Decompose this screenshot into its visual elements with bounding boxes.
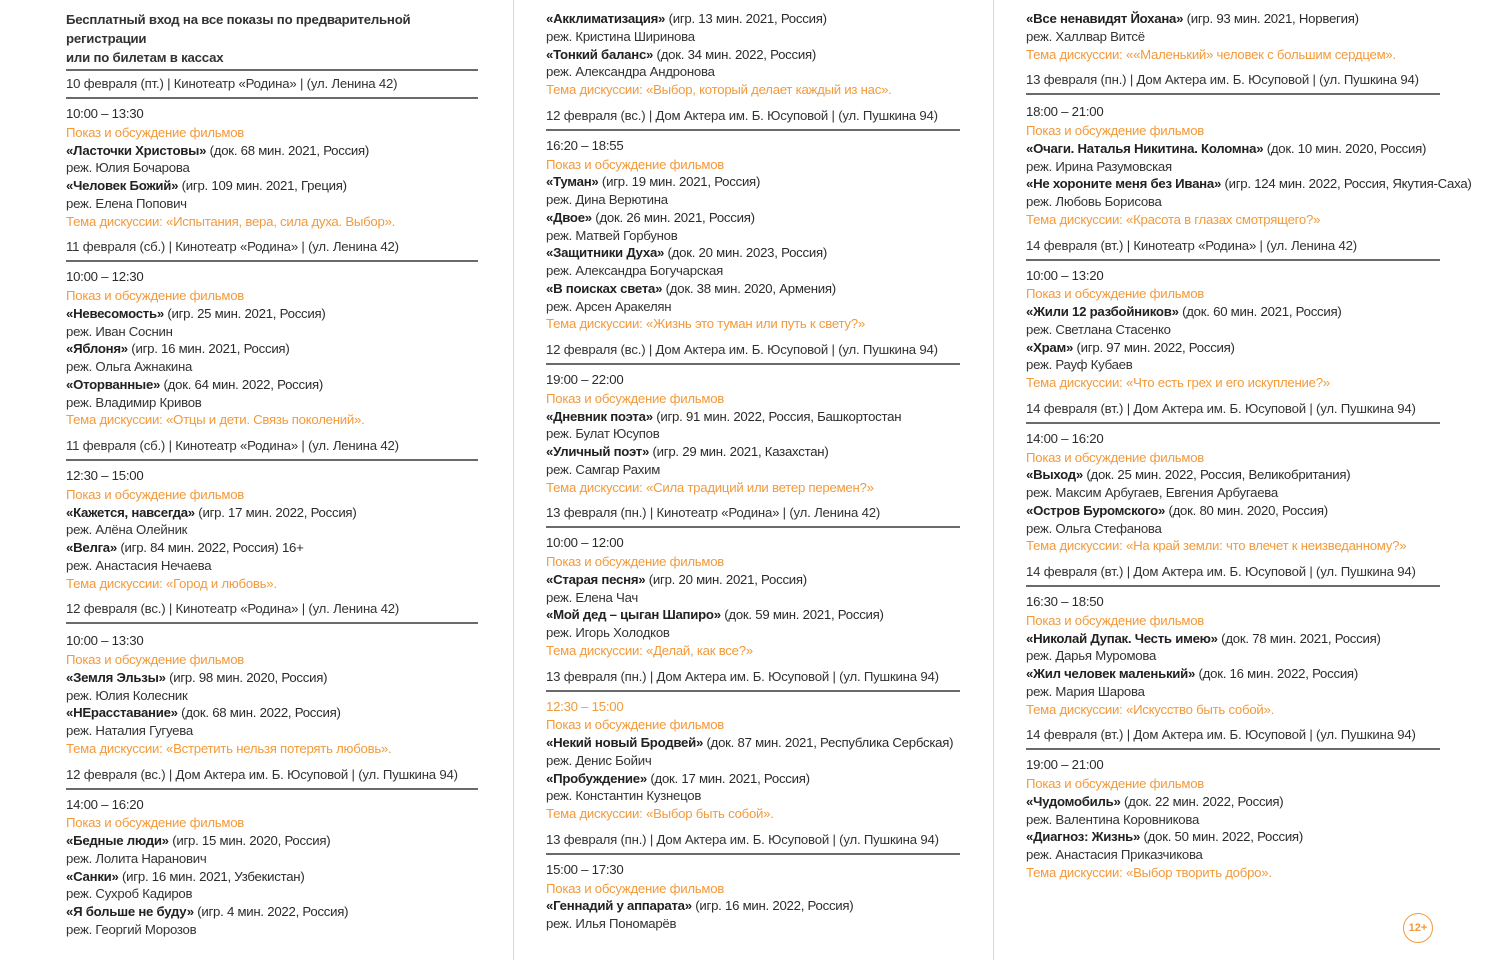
session-label: Показ и обсуждение фильмов [66, 124, 245, 140]
film-info: (игр. 98 мин. 2020, Россия) [165, 669, 328, 685]
film-director: реж. Анастасия Приказчикова [1026, 847, 1203, 862]
film-director: реж. Елена Попович [66, 195, 187, 211]
session-block [66, 105, 478, 230]
venue-header: 13 февраля (пн.) | Дом Актера им. Б. Юсуповой | (ул. Пушкина 94) [546, 827, 960, 855]
session-time: 10:00 – 13:30 [66, 633, 144, 649]
session-label: Показ и обсуждение фильмов [1026, 449, 1205, 465]
film-entry [66, 669, 478, 687]
schedule-column-2 [546, 10, 960, 937]
film-director: реж. Ирина Разумовская [1026, 158, 1172, 174]
film-title: «Остров Буромского» [1026, 502, 1166, 518]
session-time: 12:30 – 15:00 [546, 698, 624, 714]
discussion-topic: Тема дискуссии: «Отцы и дети. Связь поколений». [66, 412, 365, 428]
film-title: «Храм» [1026, 339, 1074, 355]
film-entry [546, 244, 960, 262]
film-director: реж. Игорь Холодков [546, 625, 670, 640]
film-director: реж. Александра Богучарская [546, 263, 723, 278]
film-director: реж. Наталия Гугуева [66, 723, 193, 738]
intro-line: Бесплатный вход на все показы по предварительной регистрации [66, 12, 411, 46]
film-title: «Кажется, навсегда» [66, 504, 195, 520]
discussion-topic: Тема дискуссии: «Делай, как все?» [546, 642, 753, 658]
film-title: «Не хороните меня без Ивана» [1026, 176, 1222, 192]
discussion-topic: Тема дискуссии: «Встретить нельзя потерять любовь». [66, 740, 392, 756]
session-block [1026, 10, 1440, 63]
film-director: реж. Максим Арбугаев, Евгения Арбугаева [1026, 485, 1278, 500]
film-title: «Диагноз: Жизнь» [1026, 829, 1141, 845]
film-title: «Очаги. Наталья Никитина. Коломна» [1026, 140, 1264, 156]
film-info: (док. 87 мин. 2021, Республика Сербская) [703, 735, 954, 750]
venue-header: 13 февраля (пн.) | Кинотеатр «Родина» | (ул. Ленина 42) [546, 500, 960, 528]
session-block [546, 10, 960, 99]
film-info: (док. 16 мин. 2022, Россия) [1195, 666, 1358, 681]
discussion-topic: Тема дискуссии: «Город и любовь». [66, 575, 277, 591]
film-title: «Геннадий у аппарата» [546, 898, 692, 914]
session-label: Показ и обсуждение фильмов [1026, 286, 1205, 302]
film-info: (игр. 29 мин. 2021, Казахстан) [649, 444, 829, 459]
film-entry [66, 704, 478, 722]
film-title: «Мой дед – цыган Шапиро» [546, 607, 721, 623]
venue-header: 12 февраля (вс.) | Дом Актера им. Б. Юсуповой | (ул. Пушкина 94) [546, 103, 960, 131]
film-title: «Жил человек маленький» [1026, 666, 1196, 681]
film-info: (док. 64 мин. 2022, Россия) [160, 376, 323, 392]
schedule-column-3 [1026, 10, 1472, 886]
session-label: Показ и обсуждение фильмов [1026, 612, 1205, 628]
film-director: реж. Алёна Олейник [66, 522, 188, 538]
film-title: «Земля Эльзы» [66, 669, 166, 685]
film-info: (док. 38 мин. 2020, Армения) [662, 280, 836, 296]
venue-header: 13 февраля (пн.) | Дом Актера им. Б. Юсуповой | (ул. Пушкина 94) [1026, 67, 1440, 95]
film-entry [546, 209, 960, 227]
film-info: (док. 20 мин. 2023, Россия) [664, 245, 827, 261]
film-director: реж. Самгар Рахим [546, 461, 661, 477]
film-director: реж. Кристина Ширинова [546, 28, 695, 44]
film-director: реж. Георгий Морозов [66, 921, 197, 937]
discussion-topic: Тема дискуссии: «Сила традиций или ветер перемен?» [546, 479, 874, 495]
film-entry [1026, 828, 1440, 846]
session-label: Показ и обсуждение фильмов [546, 880, 725, 896]
session-time: 19:00 – 22:00 [546, 372, 624, 387]
session-block [546, 534, 960, 659]
film-entry [66, 504, 478, 522]
film-title: «Велга» [66, 540, 117, 555]
film-director: реж. Константин Кузнецов [546, 788, 702, 804]
film-director: реж. Матвей Горбунов [546, 227, 678, 243]
film-entry [66, 340, 478, 358]
schedule-column-1 [66, 10, 478, 943]
venue-header: 12 февраля (вс.) | Кинотеатр «Родина» | (ул. Ленина 42) [66, 596, 478, 624]
film-entry [66, 539, 478, 557]
venue-header: 14 февраля (вт.) | Кинотеатр «Родина» | (ул. Ленина 42) [1026, 233, 1440, 261]
discussion-topic: Тема дискуссии: «Выбор творить добро». [1026, 864, 1272, 880]
film-info: (док. 60 мин. 2021, Россия) [1178, 304, 1342, 319]
film-title: «Оторванные» [66, 376, 161, 392]
venue-header: 14 февраля (вт.) | Дом Актера им. Б. Юсуповой | (ул. Пушкина 94) [1026, 396, 1440, 424]
venue-header: 10 февраля (пт.) | Кинотеатр «Родина» | (ул. Ленина 42) [66, 71, 478, 99]
film-entry [1026, 140, 1440, 158]
film-info: (игр. 16 мин. 2021, Узбекистан) [118, 868, 305, 884]
discussion-topic: Тема дискуссии: «Выбор быть собой». [546, 806, 774, 821]
film-entry [546, 443, 960, 461]
film-title: «Старая песня» [546, 571, 646, 587]
film-director: реж. Сухроб Кадиров [66, 886, 193, 902]
film-entry [1026, 793, 1440, 811]
film-title: «Туман» [546, 174, 599, 190]
film-info: (док. 22 мин. 2022, Россия) [1120, 793, 1284, 809]
film-info: (игр. 91 мин. 2022, Россия, Башкортостан [652, 408, 902, 424]
film-info: (док. 34 мин. 2022, Россия) [653, 46, 816, 62]
film-entry [66, 142, 478, 160]
film-director: реж. Светлана Стасенко [1026, 321, 1171, 337]
venue-header: 12 февраля (вс.) | Дом Актера им. Б. Юсуповой | (ул. Пушкина 94) [66, 762, 478, 790]
film-info: (игр. 19 мин. 2021, Россия) [598, 174, 761, 190]
film-entry [546, 173, 960, 191]
venue-header: 12 февраля (вс.) | Дом Актера им. Б. Юсуповой | (ул. Пушкина 94) [546, 337, 960, 365]
session-time: 16:30 – 18:50 [1026, 594, 1104, 609]
film-director: реж. Лолита Наранович [66, 850, 207, 866]
intro-text [66, 10, 478, 67]
session-block [66, 467, 478, 592]
discussion-topic: Тема дискуссии: «Что есть грех и его искупление?» [1026, 375, 1330, 390]
film-info: (док. 10 мин. 2020, Россия) [1263, 140, 1427, 156]
film-entry [1026, 339, 1440, 357]
film-title: «В поисках света» [546, 280, 663, 296]
session-time: 14:00 – 16:20 [66, 796, 144, 812]
film-title: «Бедные люди» [66, 833, 169, 848]
film-entry [66, 903, 478, 921]
session-time: 10:00 – 13:20 [1026, 267, 1104, 283]
session-label: Показ и обсуждение фильмов [66, 815, 245, 831]
film-info: (игр. 17 мин. 2022, Россия) [194, 504, 357, 520]
film-entry [66, 376, 478, 394]
film-entry [1026, 502, 1440, 520]
session-label: Показ и обсуждение фильмов [546, 390, 725, 406]
film-director: реж. Любовь Борисова [1026, 194, 1162, 209]
session-time: 10:00 – 12:30 [66, 269, 144, 285]
film-title: «Жили 12 разбойников» [1026, 304, 1179, 319]
session-time: 10:00 – 13:30 [66, 106, 144, 121]
session-block [66, 796, 478, 939]
film-director: реж. Елена Чач [546, 589, 638, 605]
discussion-topic: Тема дискуссии: «Испытания, вера, сила духа. Выбор». [66, 213, 396, 229]
discussion-topic: Тема дискуссии: «Искусство быть собой». [1026, 701, 1275, 717]
film-info: (док. 50 мин. 2022, Россия) [1140, 829, 1303, 845]
film-director: реж. Арсен Аракелян [546, 298, 672, 314]
film-info: (док. 80 мин. 2020, Россия) [1165, 502, 1328, 518]
session-time: 10:00 – 12:00 [546, 535, 624, 551]
venue-header: 11 февраля (сб.) | Кинотеатр «Родина» | (ул. Ленина 42) [66, 234, 478, 262]
session-time: 14:00 – 16:20 [1026, 430, 1104, 446]
film-entry [546, 46, 960, 64]
session-block [546, 698, 960, 823]
session-block [66, 268, 478, 429]
film-director: реж. Ольга Стефанова [1026, 520, 1162, 536]
film-title: «Некий новый Бродвей» [546, 735, 704, 750]
column-divider [993, 0, 994, 960]
film-entry [546, 897, 960, 915]
session-label: Показ и обсуждение фильмов [66, 288, 245, 303]
film-title: «Пробуждение» [546, 770, 647, 786]
film-entry [1026, 630, 1440, 648]
session-block [66, 632, 478, 757]
discussion-topic: Тема дискуссии: ««Маленький» человек с большим сердцем». [1026, 46, 1396, 62]
session-label: Показ и обсуждение фильмов [66, 486, 245, 502]
film-director: реж. Юлия Колесник [66, 687, 188, 703]
film-director: реж. Денис Бойич [546, 752, 652, 768]
film-title: «Акклиматизация» [546, 11, 666, 26]
session-block [546, 137, 960, 333]
film-info: (игр. 97 мин. 2022, Россия) [1073, 339, 1235, 355]
film-title: «Все ненавидят Йохана» [1026, 11, 1184, 26]
film-title: «Николай Дупак. Честь имею» [1026, 630, 1218, 646]
session-time: 18:00 – 21:00 [1026, 104, 1104, 120]
film-entry [1026, 175, 1472, 193]
film-info: (игр. 109 мин. 2021, Греция) [178, 178, 347, 193]
film-entry [546, 606, 960, 624]
session-time: 15:00 – 17:30 [546, 861, 624, 877]
venue-header: 14 февраля (вт.) | Дом Актера им. Б. Юсуповой | (ул. Пушкина 94) [1026, 559, 1440, 587]
film-title: «Яблоня» [66, 341, 128, 357]
intro-line: или по билетам в кассах [66, 50, 224, 65]
film-entry [546, 10, 960, 28]
film-entry [66, 868, 478, 886]
film-director: реж. Юлия Бочарова [66, 160, 190, 176]
film-director: реж. Владимир Кривов [66, 394, 202, 410]
film-entry [546, 734, 960, 752]
film-entry [66, 832, 478, 850]
film-director: реж. Валентина Коровникова [1026, 811, 1200, 827]
film-info: (игр. 124 мин. 2022, Россия, Якутия-Саха) [1221, 176, 1472, 192]
session-label: Показ и обсуждение фильмов [1026, 776, 1205, 791]
age-rating-badge: 12+ [1403, 913, 1433, 943]
session-time: 19:00 – 21:00 [1026, 757, 1104, 773]
film-title: «Невесомость» [66, 305, 164, 321]
film-info: (игр. 16 мин. 2022, Россия) [691, 898, 854, 914]
film-info: (игр. 20 мин. 2021, Россия) [645, 571, 807, 587]
film-director: реж. Илья Пономарёв [546, 916, 677, 931]
film-info: (игр. 25 мин. 2021, Россия) [163, 305, 326, 321]
session-block [1026, 756, 1440, 881]
film-info: (док. 25 мин. 2022, Россия, Великобритания) [1082, 467, 1351, 483]
discussion-topic: Тема дискуссии: «Выбор, который делает каждый из нас». [546, 82, 892, 97]
film-entry [546, 770, 960, 788]
session-label: Показ и обсуждение фильмов [66, 652, 245, 667]
film-director: реж. Анастасия Нечаева [66, 557, 212, 573]
venue-header: 13 февраля (пн.) | Дом Актера им. Б. Юсуповой | (ул. Пушкина 94) [546, 664, 960, 692]
film-title: «Я больше не буду» [66, 904, 194, 919]
film-info: (игр. 13 мин. 2021, Россия) [665, 11, 827, 26]
film-info: (игр. 15 мин. 2020, Россия) [168, 833, 331, 848]
film-director: реж. Александра Андронова [546, 64, 715, 80]
film-info: (игр. 84 мин. 2022, Россия) 16+ [116, 540, 304, 555]
column-divider [513, 0, 514, 960]
session-block [1026, 103, 1472, 228]
film-info: (док. 68 мин. 2022, Россия) [177, 705, 341, 721]
session-label: Показ и обсуждение фильмов [546, 156, 725, 172]
film-info: (док. 26 мин. 2021, Россия) [591, 209, 755, 225]
film-entry [66, 305, 478, 323]
film-director: реж. Рауф Кубаев [1026, 357, 1133, 373]
film-director: реж. Дина Верютина [546, 192, 668, 207]
film-director: реж. Халлвар Витсё [1026, 28, 1145, 44]
film-director: реж. Булат Юсупов [546, 426, 660, 442]
session-label: Показ и обсуждение фильмов [546, 717, 725, 733]
film-entry [546, 571, 960, 589]
film-title: «Ласточки Христовы» [66, 142, 207, 158]
session-label: Показ и обсуждение фильмов [1026, 123, 1205, 138]
film-entry [546, 408, 960, 426]
session-label: Показ и обсуждение фильмов [546, 554, 725, 569]
film-title: «Человек Божий» [66, 178, 179, 193]
film-entry [66, 177, 478, 195]
film-title: «Защитники Духа» [546, 245, 665, 261]
film-info: (игр. 16 мин. 2021, Россия) [127, 341, 290, 357]
film-info: (игр. 93 мин. 2021, Норвегия) [1183, 11, 1359, 26]
discussion-topic: Тема дискуссии: «Жизнь это туман или путь к свету?» [546, 316, 865, 332]
film-info: (док. 59 мин. 2021, Россия) [720, 607, 884, 623]
film-director: реж. Мария Шарова [1026, 683, 1145, 699]
film-title: «Чудомобиль» [1026, 793, 1121, 809]
session-block [1026, 430, 1440, 555]
film-entry [1026, 466, 1440, 484]
film-title: «Санки» [66, 868, 119, 884]
session-block [1026, 267, 1440, 392]
film-title: «Уличный поэт» [546, 444, 650, 459]
discussion-topic: Тема дискуссии: «На край земли: что влечет к неизведанному?» [1026, 538, 1407, 554]
film-info: (док. 17 мин. 2021, Россия) [646, 770, 810, 786]
film-entry [1026, 665, 1440, 683]
session-block [1026, 593, 1440, 718]
film-entry [1026, 303, 1440, 321]
film-entry [546, 280, 960, 298]
film-title: «Тонкий баланс» [546, 46, 654, 62]
session-time: 12:30 – 15:00 [66, 468, 144, 483]
film-info: (док. 78 мин. 2021, Россия) [1217, 630, 1381, 646]
film-info: (док. 68 мин. 2021, Россия) [206, 142, 370, 158]
session-time: 16:20 – 18:55 [546, 137, 624, 153]
venue-header: 14 февраля (вт.) | Дом Актера им. Б. Юсуповой | (ул. Пушкина 94) [1026, 722, 1440, 750]
film-director: реж. Дарья Муромова [1026, 648, 1157, 664]
session-block [546, 371, 960, 496]
film-entry [1026, 10, 1440, 28]
discussion-topic: Тема дискуссии: «Красота в глазах смотрящего?» [1026, 211, 1321, 227]
film-director: реж. Ольга Ажнакина [66, 359, 193, 374]
film-info: (игр. 4 мин. 2022, Россия) [193, 904, 349, 919]
venue-header: 11 февраля (сб.) | Кинотеатр «Родина» | (ул. Ленина 42) [66, 433, 478, 461]
film-title: «Дневник поэта» [546, 408, 653, 424]
film-title: «Выход» [1026, 467, 1083, 483]
film-director: реж. Иван Соснин [66, 323, 173, 339]
session-block [546, 861, 960, 933]
film-title: «НЕрасставание» [66, 705, 178, 721]
film-title: «Двое» [546, 209, 592, 225]
